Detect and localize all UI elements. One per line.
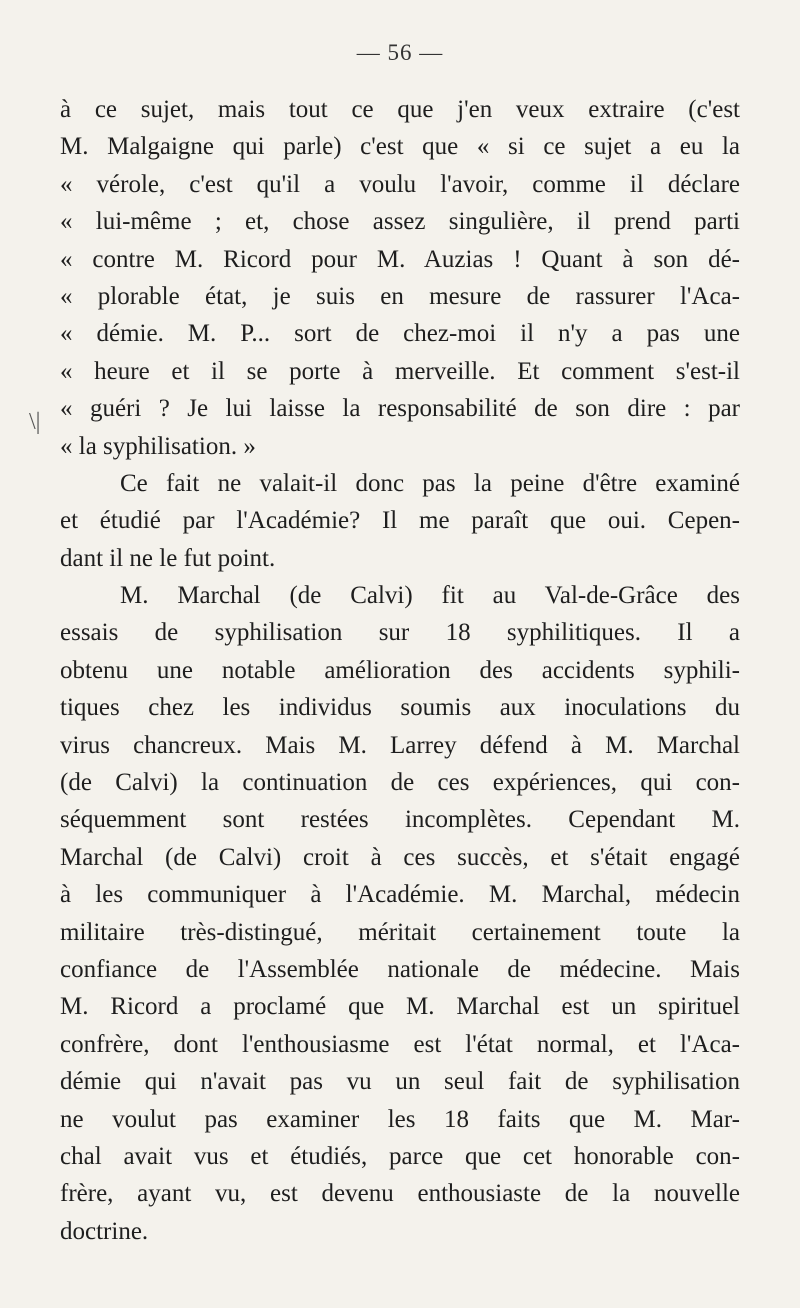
page-number: — 56 —	[356, 40, 444, 65]
text-line: « lui-même ; et, chose assez singulière, il prend parti	[60, 208, 740, 236]
text-line: « heure et il se porte à merveille. Et comment s'est-il	[60, 357, 740, 385]
text-line: séquemment sont restées incomplètes. Cependant M.	[60, 806, 740, 834]
text-line: obtenu une notable amélioration des accidents syphili-	[60, 656, 740, 684]
text-line: M. Ricord a proclamé que M. Marchal est un spirituel	[60, 993, 740, 1021]
text-line: ne voulut pas examiner les 18 faits que M. Mar-	[60, 1105, 740, 1133]
text-line: militaire très-distingué, méritait certainement toute la	[60, 918, 740, 946]
text-line: « démie. M. P... sort de chez-moi il n'y a pas une	[60, 320, 740, 348]
body-text	[60, 91, 740, 1250]
text-line: et étudié par l'Académie? Il me paraît que oui. Cepen-	[60, 507, 740, 535]
text-line: (de Calvi) la continuation de ces expériences, qui con-	[60, 769, 740, 797]
margin-mark: \|	[29, 409, 41, 435]
text-line: M. Malgaigne qui parle) c'est que « si ce sujet a eu la	[60, 133, 740, 161]
text-line: « vérole, c'est qu'il a voulu l'avoir, comme il déclare	[60, 170, 740, 198]
text-line: « guéri ? Je lui laisse la responsabilité de son dire : par	[60, 395, 740, 423]
text-line: « la syphilisation. »	[60, 432, 256, 460]
text-line: à les communiquer à l'Académie. M. Marchal, médecin	[60, 881, 740, 909]
text-line: frère, ayant vu, est devenu enthousiaste de la nouvelle	[60, 1180, 740, 1208]
text-line: « plorable état, je suis en mesure de rassurer l'Aca-	[60, 282, 740, 310]
text-line: démie qui n'avait pas vu un seul fait de syphilisation	[60, 1068, 740, 1096]
text-line: tiques chez les individus soumis aux inoculations du	[60, 694, 740, 722]
text-line: dant il ne le fut point.	[60, 544, 276, 572]
text-line: Ce fait ne valait-il donc pas la peine d'être examiné	[120, 469, 740, 497]
text-line: virus chancreux. Mais M. Larrey défend à M. Marchal	[60, 731, 740, 759]
text-line: Marchal (de Calvi) croit à ces succès, et s'était engagé	[60, 843, 740, 871]
text-line: M. Marchal (de Calvi) fit au Val-de-Grâce des	[120, 582, 740, 610]
text-line: confrère, dont l'enthousiasme est l'état normal, et l'Aca-	[60, 1030, 740, 1058]
text-line: chal avait vus et étudiés, parce que cet honorable con-	[60, 1142, 740, 1170]
text-line: à ce sujet, mais tout ce que j'en veux extraire (c'est	[60, 96, 740, 123]
text-line: confiance de l'Assemblée nationale de médecine. Mais	[60, 955, 740, 983]
text-line: « contre M. Ricord pour M. Auzias ! Quant à son dé-	[60, 245, 740, 273]
text-line: essais de syphilisation sur 18 syphilitiques. Il a	[60, 619, 740, 647]
text-line: doctrine.	[60, 1217, 149, 1245]
